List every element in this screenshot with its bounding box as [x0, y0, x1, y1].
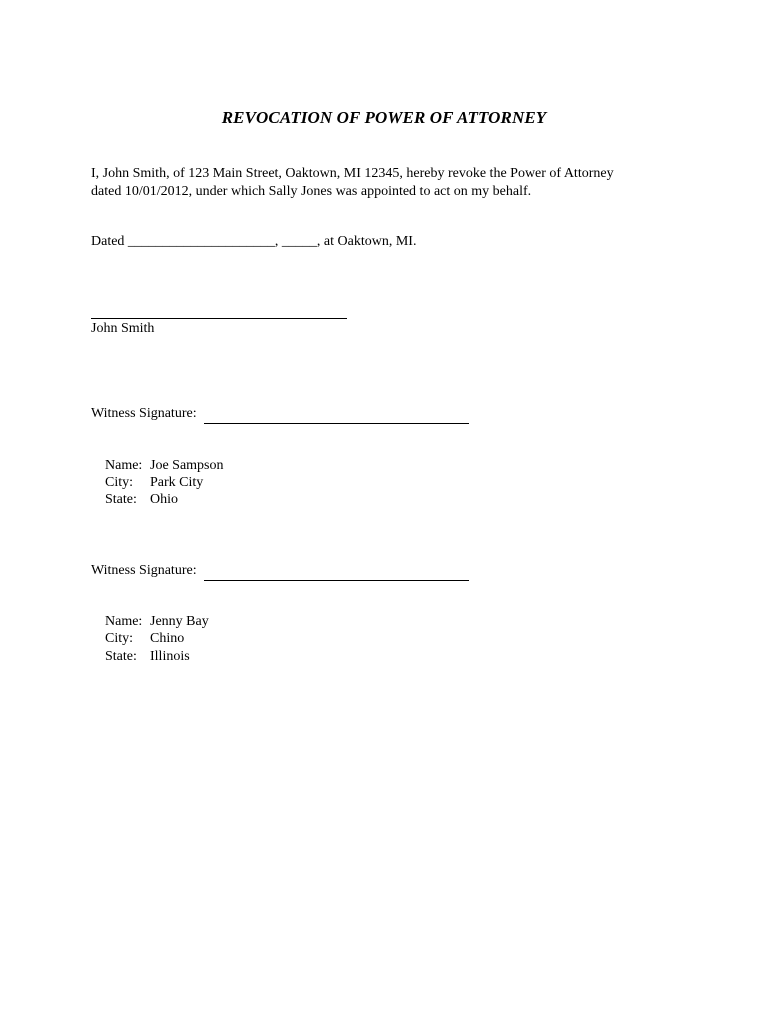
witness-1-name: Joe Sampson	[150, 458, 224, 473]
witness-2-state-label: State:	[105, 649, 137, 664]
signer-name: John Smith	[91, 321, 155, 336]
witness-2-state-row	[91, 633, 190, 681]
witness-1-name-label: Name:	[105, 458, 143, 473]
dated-line: Dated _____________________, _____, at Oaktown, MI.	[91, 234, 417, 249]
witness-1-city-label: City:	[105, 475, 134, 490]
witness-1-state-row	[91, 476, 178, 524]
signer-signature-line	[91, 318, 347, 319]
witness-2-city: Chino	[150, 631, 185, 646]
witness-2-state: Illinois	[150, 649, 190, 664]
witness-2-signature-label: Witness Signature:	[91, 563, 197, 578]
witness-2-signature-line	[204, 580, 469, 581]
witness-1-city: Park City	[150, 475, 204, 490]
paragraph-line-2: dated 10/01/2012, under which Sally Jones was appointed to act on my behalf.	[91, 184, 532, 199]
revocation-paragraph	[91, 165, 671, 201]
witness-1-state: Ohio	[150, 492, 178, 507]
witness-2-city-label: City:	[105, 631, 134, 646]
witness-2-name: Jenny Bay	[150, 614, 209, 629]
document-title: REVOCATION OF POWER OF ATTORNEY	[221, 108, 547, 127]
witness-2-name-label: Name:	[105, 614, 143, 629]
witness-1-signature-label: Witness Signature:	[91, 406, 197, 421]
witness-1-signature-line	[204, 423, 469, 424]
witness-1-state-label: State:	[105, 492, 137, 507]
paragraph-line-1: I, John Smith, of 123 Main Street, Oaktown, MI 12345, hereby revoke the Power of Attorney	[91, 166, 614, 181]
